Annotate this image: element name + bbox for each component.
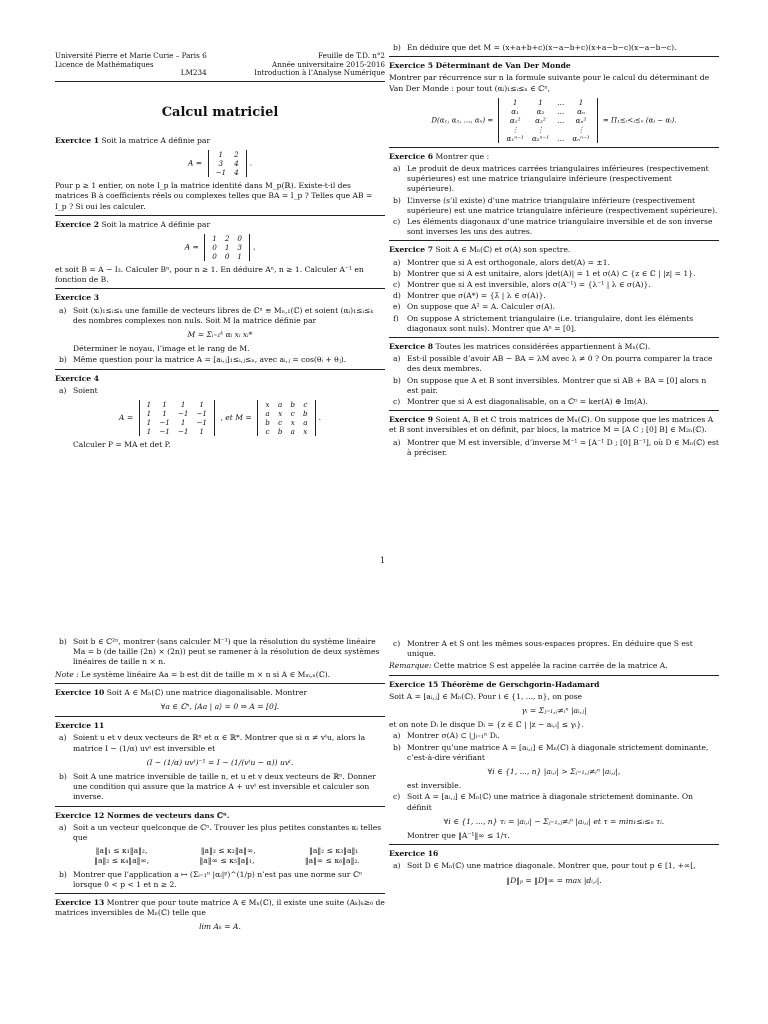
divider xyxy=(55,806,385,807)
divider xyxy=(55,81,385,82)
exercise-7: Exercice 7 Soit A ∈ Mₙ(ℂ) et σ(A) son spectre. a) Montrer que si A est orthogonale, alors det(A) = ±1. b) Montrer que si A est unitaire, alors |det(A)| = 1 et σ(A) ⊂ {z ∈ ℂ | |z| = 1}. c) Montrer que si A est inversible, alors σ(A⁻¹) = {λ⁻¹ | λ ∈ σ(A)}. d) Montrer que σ(A*) = {λ̄ | λ ∈ σ(A)}. e) On suppose que A² = A. Calculer σ(A). f) On suppose A strictement triangulaire (i.e. triangulaire, dont les éléments diagonaux sont nuls). Montrer que Aⁿ = [0]. xyxy=(389,245,696,333)
exercise-8: Exercice 8 Toutes les matrices considérées appartiennent à Mₙ(ℂ). a) Est-il possible d’avoir AB − BA = λM avec λ ≠ 0 ? On pourra comparer la trace des deux membres. b) On suppose que A et B sont inversibles. Montrer que si AB + BA = [0] alors n est pair. c) Montrer que si A est diagonalisable, on a ℂⁿ = ker(A) ⊕ Im(A). xyxy=(389,342,713,407)
exercise-15: Exercice 15 Théorème de Gerschgorin-Hadamard Soit A = [aᵢ,ⱼ] ∈ Mₙ(ℂ). Pour i ∈ {1, ..., n}, on pose γᵢ = Σⱼ₌₁,ⱼ≠ᵢⁿ |aᵢ,ⱼ| et on note Dᵢ le disque Dᵢ = {z ∈ ℂ | |z − aᵢ,ᵢ| ≤ γᵢ}. a) Montrer σ(A) ⊂ ⋃ᵢ₌₁ⁿ Dᵢ. b) Montrer qu’une matrice A = [aᵢ,ⱼ] ∈ Mₙ(ℂ) à diagonale strictement dominante, c’est-à-dire vérifiant ∀i ∈ {1, ..., n} |aᵢ,ᵢ| > Σⱼ₌₁,ⱼ≠ᵢⁿ |aᵢ,ⱼ|, est inversible. c) Soit A = [aᵢ,ⱼ] ∈ Mₙ(ℂ) une matrice à diagonale strictement dominante. On définit ∀i ∈ {1, ..., n} τᵢ = |aᵢ,ᵢ| − Σⱼ₌₁,ⱼ≠ᵢⁿ |aᵢ,ⱼ| et τ = min₁≤ᵢ≤ₙ τᵢ. Montrer que ‖A⁻¹‖∞ ≤ 1/τ. xyxy=(389,679,709,841)
equation: A = 1 1 1 1 1 1 −1 −1 1 −1 1 −1 1 −1 −1 1 , et M = x a b c a x c b b c x a c b a x . xyxy=(118,400,322,437)
right-column-p1: b) En déduire que det M = (x+a+b+c)(x−a−b+c)(x+a−b−c)(x−a−b−c). Exercice 5 Déterminant de Van Der Monde Montrer par récurrence sur n la formule suivante pour le calcul du déterminant de Van Der Monde : pour tout (αᵢ)₁≤ᵢ≤ₙ ∈ ℂⁿ, D(α₁, α₂, ..., αₙ) = 1 1 … 1 α₁ α₂ … αₙ α₁² α₂² … αₙ² ⋮ ⋮ ⋮ α₁ⁿ⁻¹ α₂ⁿ⁻¹ … αₙⁿ⁻¹ = Π₁≤ᵢ<ⱼ≤ₙ (αⱼ − αᵢ). Exercice 6 Montrer que : a) Le produit de deux matrices carrées triangulaires inférieures (respectivement supérieures) est une matrice triangulaire inférieure (respectivement supérieure). b) L’inverse (s’il existe) d’une matrice triangulaire inférieure (respectivement supérieure) est une matrice triangulaire inférieure (respectivement supérieure). c) Les éléments diagonaux d’une matrice triangulaire inversible et de son inverse sont inverses les uns des autres. Exercice 7 Soit A ∈ Mₙ(ℂ) et σ(A) son spectre. a) Montrer que si A est orthogonale, alors det(A) = ±1. b) Montrer que si A est unitaire, alors |det(A)| = 1 et σ(A) ⊂ {z ∈ ℂ | |z| = 1}. c) Montrer que si A est inversible, alors σ(A⁻¹) = {λ⁻¹ | λ ∈ σ(A)}. d) Montrer que σ(A*) = {λ̄ | λ ∈ σ(A)}. e) On suppose que A² = A. Calculer σ(A). f) On suppose A strictement triangulaire (i.e. triangulaire, dont les éléments diagonaux sont nuls). Montrer que Aⁿ = [0]. Exercice 8 Toutes les matrices considérées appartiennent à Mₙ(ℂ). a) Est-il possible d’avoir AB − BA = λM avec λ ≠ 0 ? On pourra comparer la trace des deux membres. b) On suppose que A et B sont inversibles. Montrer que si AB + BA = [0] alors n est pair. c) Montrer que si A est diagonalisable, on a ℂⁿ = ker(A) ⊕ Im(A). Exercice 9 Soient A, B et C trois matrices de Mₙ(ℂ). On suppose que les matrices A et B sont inversibles et on définit, par blocs, la matrice M = [A C ; [0] B] ∈ M₂ₙ(ℂ). a) Montrer que M est inversible, d’inverse M⁻¹ = [A⁻¹ D ; [0] B⁻¹], où D ∈ Mₙ(ℂ) est à préciser. xyxy=(389,43,719,457)
exercise-12: Exercice 12 Normes de vecteurs dans ℂⁿ. a) Soit a un vecteur quelconque de ℂⁿ. Trouver les plus petites constantes κᵢ telles que ‖a‖₁ ≤ κ₁‖a‖₂, ‖a‖₂ ≤ κ₂‖a‖∞, ‖a‖₂ ≤ κ₃‖a‖₁ ‖a‖₂ ≤ κ₄‖a‖∞, ‖a‖∞ ≤ κ₅‖a‖₁, ‖a‖∞ ≤ κ₆‖a‖₂. b) Montrer que l’application a ↦ (Σᵢ₌₁ⁿ |αᵢ|ᵖ)^(1/p) n’est pas une norme sur ℂⁿ lorsque 0 < p < 1 et n ≥ 2. xyxy=(55,811,385,890)
inequality-row: ‖a‖₁ ≤ κ₁‖a‖₂, ‖a‖₂ ≤ κ₂‖a‖∞, ‖a‖₂ ≤ κ₃‖a‖₁ xyxy=(95,846,359,856)
exercise-13: Exercice 13 Montrer que pour toute matrice A ∈ Mₙ(ℂ), il existe une suite (Aₖ)ₖ≥₀ de matrices inversibles de Mₙ(ℂ) telle que lim Aₖ = A. xyxy=(55,898,385,932)
divider xyxy=(55,893,385,894)
divider xyxy=(389,844,719,845)
divider xyxy=(389,410,719,411)
matrix-m: x a b c a x c b b c x a c b a x xyxy=(257,400,315,436)
divider xyxy=(389,240,719,241)
matrix: 1 1 … 1 α₁ α₂ … αₙ α₁² α₂² … αₙ² ⋮ ⋮ ⋮ α₁ⁿ⁻¹ α₂ⁿ⁻¹ … αₙⁿ⁻¹ xyxy=(498,98,597,143)
page-title: Calcul matriciel xyxy=(161,104,279,120)
matrix: 1 2 0 0 1 3 0 0 1 xyxy=(204,234,250,261)
page-2 xyxy=(0,632,768,1024)
equation: A = 1 2 0 0 1 3 0 0 1 , xyxy=(184,234,256,261)
exercise-16: Exercice 16 a) Soit D ∈ Mₙ(ℂ) une matrice diagonale. Montrer que, pour tout p ∈ [1, +∞[, ‖D‖ₚ = ‖D‖∞ = max |dᵢ,ᵢ|. xyxy=(389,849,696,885)
matrix-a: 1 1 1 1 1 1 −1 −1 1 −1 1 −1 1 −1 −1 1 xyxy=(139,400,215,436)
exercise-6: Exercice 6 Montrer que : a) Le produit de deux matrices carrées triangulaires inférieures (respectivement supérieures) est une matrice triangulaire inférieure (respectivement supérieure). b) L’inverse (s’il existe) d’une matrice triangulaire inférieure (respectivement supérieure) est une matrice triangulaire inférieure (respectivement supérieure). c) Les éléments diagonaux d’une matrice triangulaire inversible et de son inverse sont inverses les uns des autres. xyxy=(389,151,718,237)
exercise-9: Exercice 9 Soient A, B et C trois matrices de Mₙ(ℂ). On suppose que les matrices A et B sont inversibles et on définit, par blocs, la matrice M = [A C ; [0] B] ∈ M₂ₙ(ℂ). a) Montrer que M est inversible, d’inverse M⁻¹ = [A⁻¹ D ; [0] B⁻¹], où D ∈ Mₙ(ℂ) est à préciser. xyxy=(389,415,719,457)
note: Note : Le système linéaire Aa = b est dit de taille m × n si A ∈ Mₘ,ₙ(ℂ). xyxy=(55,669,331,679)
divider xyxy=(55,716,385,717)
equation: A = 1 2 3 4 −1 4 . xyxy=(187,150,253,178)
exercise-4: Exercice 4 a) Soient A = 1 1 1 1 1 1 −1 −1 1 −1 1 −1 1 −1 −1 1 , et M = x a b c a x c b b c x a c b a x . Calculer P = MA et det P. xyxy=(55,374,385,451)
divider xyxy=(55,288,385,289)
left-column-p2: b) Soit b ∈ ℂ²ⁿ, montrer (sans calculer M⁻¹) que la résolution du système linéaire Ma = b (de taille (2n) × (2n)) peut se ramener à la résolution de deux systèmes linéaires de taille n × n. Note : Le système linéaire Aa = b est dit de taille m × n si A ∈ Mₘ,ₙ(ℂ). Exercice 10 Soit A ∈ Mₙ(ℂ) une matrice diagonalisable. Montrer ∀a ∈ ℂⁿ, ⟨Aa | a⟩ = 0 ⇒ A = [0]. Exercice 11 a) Soient u et v deux vecteurs de ℝⁿ et α ∈ ℝ*. Montrer que si α ≠ vᵗu, alors la matrice I − (1/α) uvᵗ est inversible et (I − (1/α) uvᵗ)⁻¹ = I − (1/(vᵗu − α)) uvᵗ. b) Soit A une matrice inversible de taille n, et u et v deux vecteurs de ℝⁿ. Donner une condition qui assure que la matrice A + uvᵗ est inversible et calculer son inverse. Exercice 12 Normes de vecteurs dans ℂⁿ. a) Soit a un vecteur quelconque de ℂⁿ. Trouver les plus petites constantes κᵢ telles que ‖a‖₁ ≤ κ₁‖a‖₂, ‖a‖₂ ≤ κ₂‖a‖∞, ‖a‖₂ ≤ κ₃‖a‖₁ ‖a‖₂ ≤ κ₄‖a‖∞, ‖a‖∞ ≤ κ₅‖a‖₁, ‖a‖∞ ≤ κ₆‖a‖₂. b) Montrer que l’application a ↦ (Σᵢ₌₁ⁿ |αᵢ|ᵖ)^(1/p) n’est pas une norme sur ℂⁿ lorsque 0 < p < 1 et n ≥ 2. Exercice 13 Montrer que pour toute matrice A ∈ Mₙ(ℂ), il existe une suite (Aₖ)ₖ≥₀ de matrices inversibles de Mₙ(ℂ) telle que lim Aₖ = A. xyxy=(55,637,385,932)
page-gap xyxy=(0,592,768,632)
remark: Remarque: Cette matrice S est appelée la racine carrée de la matrice A. xyxy=(389,661,668,671)
divider xyxy=(389,337,719,338)
divider xyxy=(389,56,719,57)
header-right: Feuille de T.D. n°2 Année universitaire 2015-2016 Introduction à l’Analyse Numérique xyxy=(254,51,385,78)
right-column-p2: c) Montrer A et S ont les mêmes sous-espaces propres. En déduire que S est unique. Remarque: Cette matrice S est appelée la racine carrée de la matrice A. Exercice 15 Théorème de Gerschgorin-Hadamard Soit A = [aᵢ,ⱼ] ∈ Mₙ(ℂ). Pour i ∈ {1, ..., n}, on pose γᵢ = Σⱼ₌₁,ⱼ≠ᵢⁿ |aᵢ,ⱼ| et on note Dᵢ le disque Dᵢ = {z ∈ ℂ | |z − aᵢ,ᵢ| ≤ γᵢ}. a) Montrer σ(A) ⊂ ⋃ᵢ₌₁ⁿ Dᵢ. b) Montrer qu’une matrice A = [aᵢ,ⱼ] ∈ Mₙ(ℂ) à diagonale strictement dominante, c’est-à-dire vérifiant ∀i ∈ {1, ..., n} |aᵢ,ᵢ| > Σⱼ₌₁,ⱼ≠ᵢⁿ |aᵢ,ⱼ|, est inversible. c) Soit A = [aᵢ,ⱼ] ∈ Mₙ(ℂ) une matrice à diagonale strictement dominante. On définit ∀i ∈ {1, ..., n} τᵢ = |aᵢ,ᵢ| − Σⱼ₌₁,ⱼ≠ᵢⁿ |aᵢ,ⱼ| et τ = min₁≤ᵢ≤ₙ τᵢ. Montrer que ‖A⁻¹‖∞ ≤ 1/τ. Exercice 16 a) Soit D ∈ Mₙ(ℂ) une matrice diagonale. Montrer que, pour tout p ∈ [1, +∞[, ‖D‖ₚ = ‖D‖∞ = max |dᵢ,ᵢ|. xyxy=(389,638,719,890)
left-column-p1 xyxy=(55,52,385,451)
divider xyxy=(55,369,385,370)
header-left: Université Pierre et Marie Curie – Paris 6 Licence de Mathématiques LM234 xyxy=(55,51,207,78)
inequality-row: ‖a‖₂ ≤ κ₄‖a‖∞, ‖a‖∞ ≤ κ₅‖a‖₁, ‖a‖∞ ≤ κ₆‖a‖₂. xyxy=(94,856,360,866)
divider xyxy=(389,675,719,676)
exercise-5: Exercice 5 Déterminant de Van Der Monde Montrer par récurrence sur n la formule suivante pour le calcul du déterminant de Van Der Monde : pour tout (αᵢ)₁≤ᵢ≤ₙ ∈ ℂⁿ, D(α₁, α₂, ..., αₙ) = 1 1 … 1 α₁ α₂ … αₙ α₁² α₂² … αₙ² ⋮ ⋮ ⋮ α₁ⁿ⁻¹ α₂ⁿ⁻¹ … αₙⁿ⁻¹ = Π₁≤ᵢ<ⱼ≤ₙ (αⱼ − αᵢ). xyxy=(389,61,719,143)
matrix: 1 2 3 4 −1 4 xyxy=(208,150,247,177)
divider xyxy=(55,683,385,684)
header xyxy=(55,52,385,78)
exercise-1: Exercice 1 Soit la matrice A définie par A = 1 2 3 4 −1 4 . Pour p ≥ 1 entier, on note I_p la matrice identité dans M_p(ℝ). Existe-t-il des matrices B à coefficients réels ou complexes telles que BA = I_p ? Telles que AB = I_p ? Si oui les calculer. xyxy=(55,136,385,212)
exercise-11: Exercice 11 a) Soient u et v deux vecteurs de ℝⁿ et α ∈ ℝ*. Montrer que si α ≠ vᵗu, alors la matrice I − (1/α) uvᵗ est inversible et (I − (1/α) uvᵗ)⁻¹ = I − (1/(vᵗu − α)) uvᵗ. b) Soit A une matrice inversible de taille n, et u et v deux vecteurs de ℝⁿ. Donner une condition qui assure que la matrice A + uvᵗ est inversible et calculer son inverse. xyxy=(55,721,376,802)
divider xyxy=(389,147,719,148)
equation: D(α₁, α₂, ..., αₙ) = 1 1 … 1 α₁ α₂ … αₙ α₁² α₂² … αₙ² ⋮ ⋮ ⋮ α₁ⁿ⁻¹ α₂ⁿ⁻¹ … αₙⁿ⁻¹ = Π₁≤ᵢ<ⱼ≤ₙ (αⱼ − αᵢ). xyxy=(431,97,677,143)
divider xyxy=(55,215,385,216)
page-number: 1 xyxy=(380,556,386,565)
exercise-3: Exercice 3 a) Soit (xᵢ)₁≤ᵢ≤ₖ une famille de vecteurs libres de ℂⁿ ≡ Mₙ,₁(ℂ) et soient (αᵢ)₁≤ᵢ≤ₖ des nombres complexes non nuls. Soit M la matrice définie par M = Σᵢ₌₁ᵏ αᵢ xᵢ xᵢ* Déterminer le noyau, l’image et le rang de M. b) Même question pour la matrice A = [aᵢ,ⱼ]₁≤ᵢ,ⱼ≤ₙ, avec aᵢ,ⱼ = cos(θᵢ + θⱼ). xyxy=(55,293,374,365)
exercise-2: Exercice 2 Soit la matrice A définie par A = 1 2 0 0 1 3 0 0 1 , et soit B = A − I₃. Calculer Bⁿ, pour n ≥ 1. En déduire Aⁿ, n ≥ 1. Calculer A⁻¹ en fonction de B. xyxy=(55,220,385,286)
exercise-10: Exercice 10 Soit A ∈ Mₙ(ℂ) une matrice diagonalisable. Montrer ∀a ∈ ℂⁿ, ⟨Aa | a⟩ = 0 ⇒ A = [0]. xyxy=(55,687,308,712)
